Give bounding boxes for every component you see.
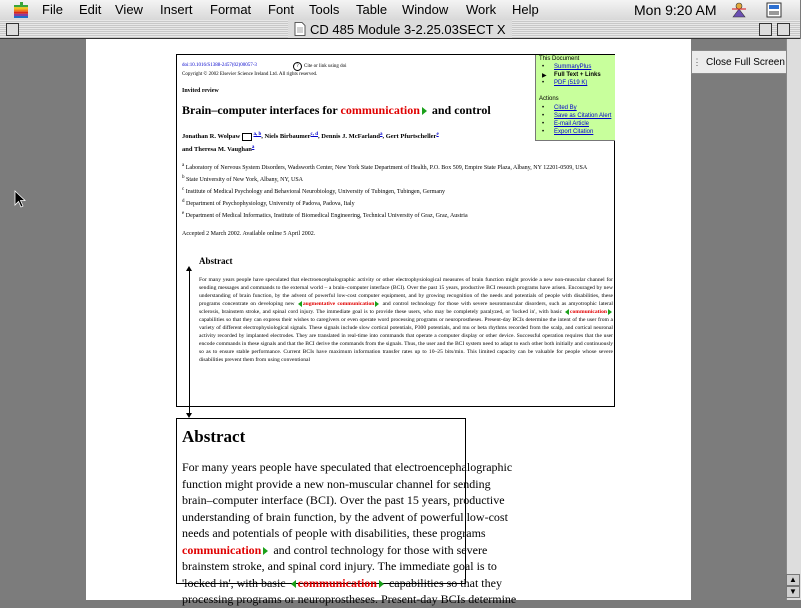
menu-bar [0,0,800,21]
abstract-part-1: For many years people have speculated that electroencephalographic activity or other electrophysiological measures of brain function might provide a new non-muscular channel for sending messages and commands to the external world – a brain–computer interface (BCI). Over the past 15 years, productive BCI research programs have arisen. Encouraged by new understanding of brain function, by the advent of powerful low-cost computer equipment, and by growing recognition of the needs and potentials of people with disabilities, these programs concentrate on developing new [199,277,613,307]
full-text-item[interactable] [542,72,601,79]
window-title [288,20,512,38]
affiliation-text: Department of Medical Informatics, Institute of Biomedical Engineering, Technical University of Graz, Graz, Austria [185,213,468,219]
help-icon[interactable]: ? [293,62,302,71]
menu-tools[interactable]: Tools [309,2,340,17]
this-document-heading: This Document [539,56,580,62]
zoomed-line-8-post: capabilities so that they [385,575,502,590]
affiliation-item [182,197,614,209]
summary-link[interactable]: SummaryPlus [554,64,592,70]
affiliation-sup: b [182,175,185,180]
affiliation-item [182,161,614,173]
scroll-down-arrow-icon[interactable]: ▼ [786,586,800,598]
cited-by-item[interactable] [542,105,577,111]
author-5[interactable]: and Theresa M. Vaughan [182,146,252,154]
affiliation-sup: c [182,187,185,192]
abstract-heading: Abstract [199,256,233,266]
author-list [182,129,532,155]
zoomed-line: For many years people have speculated that electroencephalographic [182,460,513,474]
zoomed-line [182,542,602,559]
abstract-highlight-2: communication [570,309,607,315]
close-full-screen-button[interactable] [691,50,801,74]
abstract-highlight-1: augmentative communication [302,301,375,307]
summary-item[interactable] [542,64,591,70]
highlight-arrow-icon [608,309,612,315]
affiliation-item [182,173,614,185]
highlight-arrow-icon [422,107,427,115]
window-title-bar[interactable] [0,20,800,39]
scroll-up-arrow-icon[interactable]: ▲ [786,574,800,586]
right-margin-area [691,39,786,600]
copyright-text: Copyright © 2002 Elsevier Science Ireland Ltd. All rights reserved. [182,72,318,77]
zoomed-abstract-heading: Abstract [182,427,246,446]
pdf-item[interactable] [542,80,587,86]
export-link[interactable]: Export Citation [554,129,594,135]
email-link[interactable]: E-mail Article [554,121,590,127]
bullet-icon: • [542,80,545,86]
zoomed-line-6-text: and control technology for those with severe [270,542,488,557]
author-3[interactable]: , Dennis J. McFarland [318,133,380,141]
menu-window[interactable]: Window [402,2,449,17]
window-title-text: CD 485 Module 3-2.25.03SECT X [310,21,506,37]
bullet-icon: • [542,129,545,135]
affiliation-text: Institute of Medical Psychology and Behavioral Neurobiology, University of Tubingen, Tubingen, Germany [185,189,445,195]
abstract-part-2: and control technology for those with severe neuromuscular disorders, such as amyotrophic lateral sclerosis, brainstem stroke, and spinal cord injury. The immediate goal is to provide these users, who may be completely paralyzed, or 'locked in', with basic [199,301,613,315]
zoomed-line: brain–computer interface (BCI). Over the past 15 years, productive [182,493,505,507]
author-2-sup[interactable]: c, d [310,132,319,137]
affiliation-item [182,209,614,221]
menu-work[interactable]: Work [466,2,497,17]
article-title [182,103,491,118]
menubar-clock[interactable]: Mon 9:20 AM [634,2,717,18]
callout-arrow-line [189,270,190,415]
affiliation-text: State University of New York, Albany, NY, USA [186,177,303,183]
menu-insert[interactable]: Insert [160,2,193,17]
menu-edit[interactable]: Edit [79,2,102,17]
drag-handle-icon[interactable]: ⋮ [692,56,702,67]
menu-file[interactable]: File [42,2,63,17]
full-text-label: Full Text + Links [554,72,601,78]
author-email-icon[interactable] [242,133,252,141]
highlight-arrow-icon [291,580,296,588]
export-item[interactable] [542,129,593,135]
cited-by-link[interactable]: Cited By [554,105,577,111]
doi-help[interactable] [293,62,347,71]
arrow-up-icon [186,266,192,271]
title-highlight: communication [340,103,420,117]
apple-menu-icon[interactable] [14,2,28,18]
save-as-item[interactable] [542,113,611,119]
zoomed-line: processing programs or neuroprostheses. Present-day BCIs determine [182,592,517,606]
affiliation-sup: a [182,163,185,168]
bullet-icon: • [542,121,545,127]
close-full-screen-label: Close Full Screen [706,56,785,68]
highlight-arrow-icon [263,547,268,555]
arrow-right-icon: ▶ [542,73,547,79]
zoomed-line-8-pre: 'locked in', with basic [182,575,289,590]
actions-heading: Actions [539,96,559,102]
affiliation-text: Department of Psychophysiology, University of Padova, Padova, Italy [186,201,355,207]
author-4-sup[interactable]: e [436,132,439,137]
application-switcher-icon[interactable] [765,1,783,19]
author-1-sup[interactable]: a, b [253,132,262,137]
author-2[interactable]: , Niels Birbaumer [261,133,311,141]
zoomed-line: needs and potentials of people with disabilities, these programs [182,526,486,540]
author-4[interactable]: , Gert Pfurtscheller [382,133,437,141]
article-tools-panel [535,55,615,141]
menu-font[interactable]: Font [268,2,295,17]
zoomed-abstract-image [176,418,517,606]
application-menu-icon[interactable] [730,1,748,19]
bullet-icon: • [542,113,545,119]
affiliation-item [182,185,614,197]
email-item[interactable] [542,121,589,127]
window-close-box[interactable] [6,23,19,36]
save-as-link[interactable]: Save as Citation Alert [554,113,612,119]
zoomed-abstract-text [182,459,602,608]
zoomed-highlight-1: communication [182,542,262,557]
highlight-arrow-icon [379,580,384,588]
zoomed-highlight-2: communication [297,575,377,590]
title-text-pre: Brain–computer interfaces for [182,103,341,117]
pdf-link[interactable]: PDF (519 K) [554,80,588,86]
zoomed-line: brainstem stroke, and spinal cord injury. The immediate goal is to [182,559,497,573]
document-icon [294,22,306,36]
zoomed-line [182,575,602,592]
bullet-icon: • [542,64,545,70]
mouse-pointer-icon [14,190,26,208]
highlight-arrow-icon [565,309,569,315]
author-1[interactable]: Jonathan R. Wolpaw [182,133,241,141]
title-text-post: and control [428,103,491,117]
bullet-icon: • [542,105,545,111]
author-5-sup[interactable]: a [251,145,255,151]
article-page-image [176,54,615,407]
menu-table[interactable]: Table [356,2,388,17]
zoomed-line: function might provide a new non-muscular channel for sending [182,476,491,491]
author-3-sup[interactable]: a [379,132,383,137]
window-collapse-box[interactable] [777,23,790,36]
menu-format[interactable]: Format [210,2,252,17]
affiliation-sup: d [182,199,185,204]
doi-link[interactable]: doi:10.1016/S1388-2457(02)00057-3 [182,63,257,68]
affiliation-sup: e [182,211,185,216]
menu-view[interactable]: View [115,2,143,17]
highlight-arrow-icon [298,301,302,307]
left-margin-area [0,39,86,600]
highlight-arrow-icon [375,301,379,307]
vertical-scrollbar[interactable] [786,39,801,600]
affiliation-text: Laboratory of Nervous System Disorders, Wadsworth Center, New York State Department of Health, P.O. Box 509, Empire State Plaza, Albany, NY 12201-0509, USA [185,165,588,171]
zoomed-line: understanding of brain function, by the advent of powerful low-cost [182,509,508,524]
menu-help[interactable]: Help [512,2,539,17]
affiliation-list [182,161,614,221]
abstract-text [199,276,613,364]
article-type: Invited review [182,88,219,94]
abstract-part-3: capabilities so that they can express their wishes to caregivers or even operate word processing programs or neuroprostheses. Present-day BCIs determine the intent of the user from a variety of different electrophysiological signals. These signals include slow cortical potentials, P300 potentials, and mu or beta rhythms recorded from the scalp, and cortical neuronal activity recorded by implanted electrodes. They are translated in real-time into commands that operate a computer display or other device. Successful operation requires that the user encode commands in these signals and that the BCI derive the commands from the signals. Thus, the user and the BCI system need to adapt to each other both initially and continuously so as to ensure stable performance. Current BCIs have maximum information transfer rates up to 10–25 bits/min. This limited capacity can be valuable for people whose severe disabilities prevent them from using conventional [199,317,613,363]
accepted-date: Accepted 2 March 2002. Available online 5 April 2002. [182,231,316,237]
doi-help-text: Cite or link using doi [304,64,347,69]
window-zoom-box[interactable] [759,23,772,36]
